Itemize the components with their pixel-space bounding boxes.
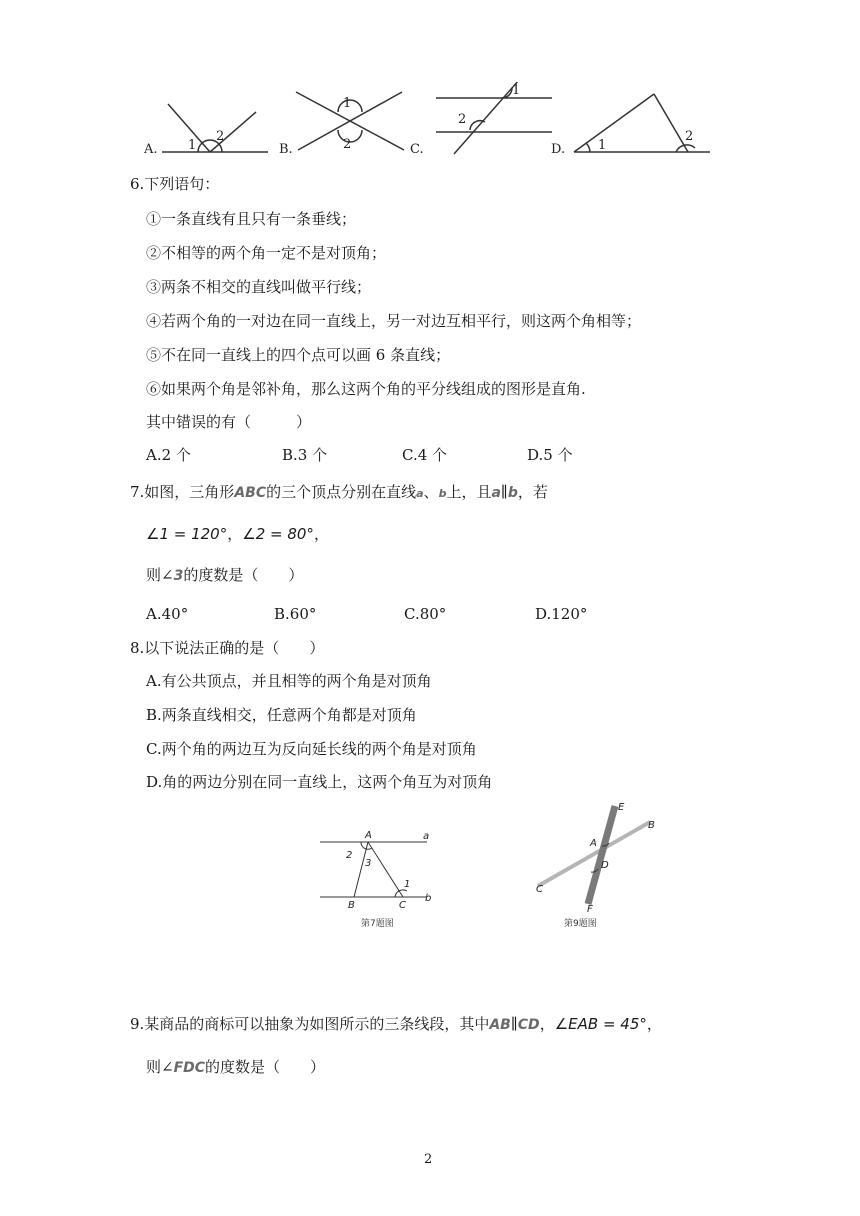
q6-statement-5: ⑤不在同一直线上的四个点可以画 6 条直线； [146,346,451,364]
q7-stem [130,482,548,504]
q9-ask-suffix: 的度数是（ ） [205,1058,326,1076]
q5-b-angle-2: 2 [343,137,352,152]
q7-stem-end: ，若 [517,483,548,501]
q8-option-c: C.两个角的两边互为反向延长线的两个角是对顶角 [146,740,477,758]
q7-line-b: b [438,487,447,500]
q7-comma-2: ， [313,525,329,543]
q9-condition: ∠EAB = 45° [554,1015,647,1033]
q9-segment-ab: AB [489,1017,511,1033]
q5-option-c-letter: C. [410,142,424,157]
q8-stem: 8.以下说法正确的是（ ） [130,639,325,657]
q7-line-a: a [416,487,424,500]
q5-option-d-letter: D. [551,142,566,157]
q9-parallel-symbol: ∥ [510,1015,518,1033]
fig7-label-c-vertex: C [399,900,406,911]
q6-choice-d: D.5 个 [527,446,573,464]
q8-option-d: D.角的两边分别在同一直线上，这两个角互为对顶角 [146,773,493,791]
q7-choice-c: C.80° [404,605,447,623]
q6-statement-6: ⑥如果两个角是邻补角，那么这两个角的平分线组成的图形是直角. [146,380,586,398]
q7-condition-2: ∠2 = 80° [242,525,314,543]
q9-stem [130,1014,662,1035]
q5-b-angle-1: 1 [343,96,352,111]
fig7-label-line-b: b [425,893,432,904]
figure-q9 [530,800,670,932]
fig9-label-a: A [590,838,597,849]
fig9-label-d: D [601,860,609,871]
q7-question [146,565,303,586]
q9-comma-2: ， [646,1015,662,1033]
fig7-label-1: 1 [404,879,411,890]
q5-d-angle-1: 1 [598,138,607,153]
q5-option-b-letter: B. [279,142,293,157]
q7-stem-mid: 的三个顶点分别在直线 [266,483,417,501]
q6-question: 其中错误的有（ ） [146,413,312,431]
q7-choice-d: D.120° [535,605,588,623]
q7-ask-suffix: 的度数是（ ） [183,566,304,584]
q7-parallel-symbol: ∥ [500,483,508,501]
q5-c-angle-2: 2 [458,112,467,127]
q7-ask-prefix: 则∠ [146,566,174,584]
q6-statement-4: ④若两个角的一对边在同一直线上，另一对边互相平行，则这两个角相等； [146,312,642,330]
q9-ask-angle: FDC [173,1060,206,1076]
q7-triangle-abc: ABC [234,485,267,501]
q6-choice-a: A.2 个 [146,446,191,464]
q7-sep: 、 [423,483,439,501]
q5-option-a-letter: A. [144,142,158,157]
fig7-caption: 第7题图 [361,919,394,929]
fig9-caption: 第9题图 [564,919,597,929]
fig7-label-3: 3 [365,858,372,869]
q6-statement-3: ③两条不相交的直线叫做平行线； [146,278,372,296]
q6-stem: 6.下列语句： [130,175,220,193]
q8-option-a: A.有公共顶点，并且相等的两个角是对顶角 [146,672,432,690]
q5-a-angle-1: 1 [188,138,197,153]
fig7-label-b-vertex: B [348,900,355,911]
fig7-label-line-a: a [423,831,430,842]
page-number: 2 [424,1152,433,1167]
q6-statement-2: ②不相等的两个角一定不是对顶角； [146,244,387,262]
q7-ask-angle: 3 [173,568,184,584]
q7-parallel-a: a [491,485,501,501]
fig9-label-e: E [618,802,625,813]
figure-q7 [315,828,440,933]
q6-choice-c: C.4 个 [402,446,448,464]
fig7-label-2: 2 [346,850,353,861]
q5-figure-row [140,82,720,158]
q5-option-a-figure [162,104,268,152]
q6-choice-b: B.3 个 [282,446,328,464]
q7-conditions [146,524,329,544]
q8-option-b: B.两条直线相交，任意两个角都是对顶角 [146,706,417,724]
q9-comma: ， [539,1015,555,1033]
q7-stem-prefix: 7.如图，三角形 [130,483,235,501]
fig9-label-c: C [536,884,543,895]
q9-question [146,1057,325,1078]
q9-ask-prefix: 则∠ [146,1058,174,1076]
fig7-label-a-vertex: A [365,830,372,841]
q7-choice-a: A.40° [146,605,189,623]
q7-choice-b: B.60° [274,605,317,623]
q9-segment-cd: CD [517,1017,540,1033]
q5-c-angle-1: 1 [512,83,521,98]
q7-stem-on: 上，且 [446,483,492,501]
fig9-label-b: B [648,820,655,831]
q5-a-angle-2: 2 [216,129,225,144]
q9-stem-prefix: 9.某商品的商标可以抽象为如图所示的三条线段，其中 [130,1015,490,1033]
q6-statement-1: ①一条直线有且只有一条垂线； [146,210,357,228]
q5-d-angle-2: 2 [685,129,694,144]
q7-parallel-b: b [507,485,518,501]
q7-comma-1: ， [227,525,243,543]
q5-option-c-figure [436,82,552,154]
q7-condition-1: ∠1 = 120° [146,525,228,543]
fig9-label-f: F [587,904,593,915]
